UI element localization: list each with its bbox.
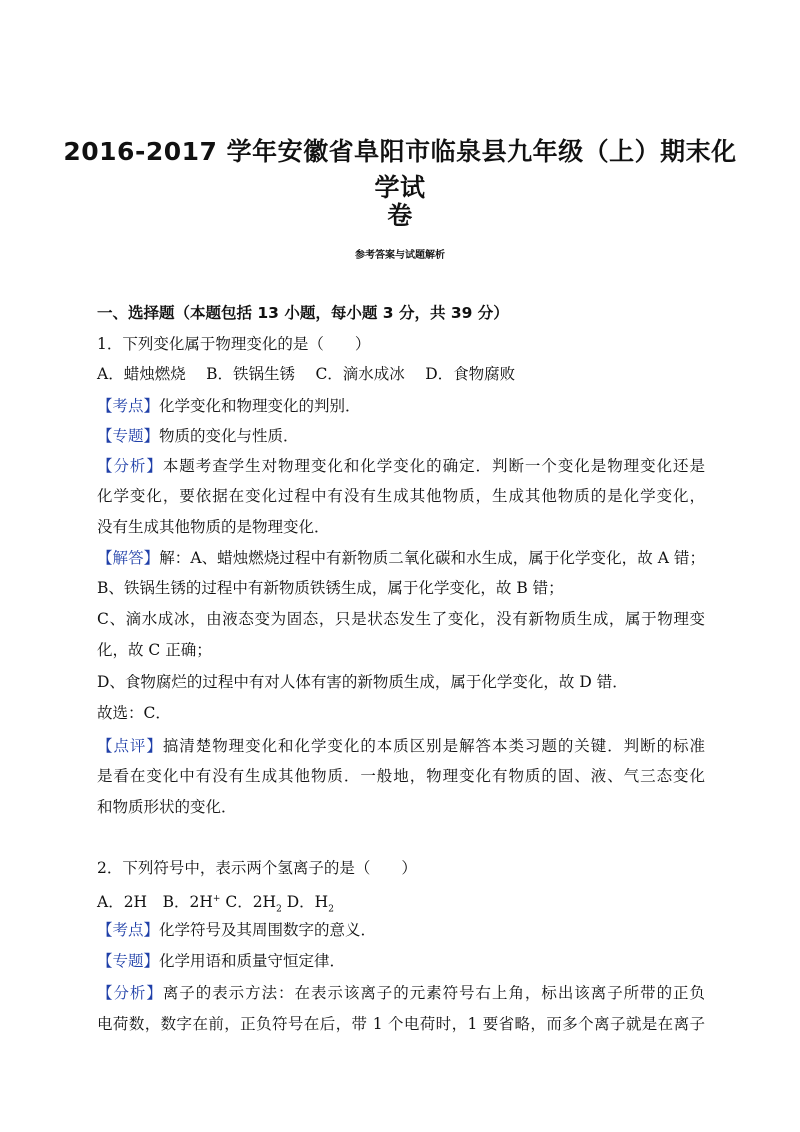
q2-option-d: D．H [286, 893, 329, 912]
q1-question: 1．下列变化属于物理变化的是（ ） [97, 335, 371, 353]
q1-fenxi [97, 456, 705, 476]
tag-zhuanti: 【专题】 [97, 427, 160, 445]
q2-option-b-charge: + [212, 894, 221, 904]
q1-jieda-line5: D、食物腐烂的过程中有对人体有害的新物质生成，属于化学变化，故 D 错． [97, 673, 628, 691]
q1-dianping-line2: 是看在变化中有没有生成其他物质．一般地，物理变化有物质的固、液、气三态变化 [97, 767, 705, 785]
q1-dianping-line3: 和物质形状的变化． [97, 798, 237, 816]
tag-dianping: 【点评】 [97, 737, 163, 755]
q1-jieda [97, 548, 705, 568]
q2-fenxi [97, 983, 705, 1003]
q2-fenxi-line2: 电荷数，数字在前，正负符号在后，带 1 个电荷时，1 要省略，而多个离子就是在离子 [97, 1015, 705, 1033]
q2-option-a-b: A．2H B．2H [97, 893, 213, 912]
q1-jieda-line3: C、滴水成冰，由液态变为固态，只是状态发生了变化，没有新物质生成，属于物理变 [97, 610, 705, 628]
section-heading: 一、选择题（本题包括 13 小题，每小题 3 分，共 39 分） [97, 304, 509, 322]
q2-zhuanti [97, 951, 345, 971]
q1-answer: 故选：C． [97, 704, 171, 722]
tag-fenxi: 【分析】 [97, 457, 163, 475]
tag-fenxi-2: 【分析】 [97, 984, 163, 1002]
q1-zhuanti-text: 物质的变化与性质． [159, 427, 299, 445]
q1-jieda-line4: 化，故 C 正确； [97, 641, 212, 659]
q1-options: A．蜡烛燃烧 B．铁锅生锈 C．滴水成冰 D．食物腐败 [97, 365, 516, 383]
tag-zhuanti-2: 【专题】 [97, 952, 160, 970]
q1-jieda-text-1: 解：A、蜡烛燃烧过程中有新物质二氧化碳和水生成，属于化学变化，故 A 错； [159, 549, 705, 567]
q2-kaodian [97, 920, 376, 940]
q2-option-d-sub: 2 [328, 904, 334, 915]
q2-options [97, 889, 334, 919]
q1-kaodian [97, 396, 361, 416]
q1-zhuanti [97, 426, 299, 446]
q2-zhuanti-text: 化学用语和质量守恒定律． [159, 952, 346, 970]
q2-option-c-sub: 2 [276, 904, 282, 915]
q1-fenxi-text-1: 本题考查学生对物理变化和化学变化的确定．判断一个变化是物理变化还是 [162, 457, 705, 475]
q2-kaodian-text: 化学符号及其周围数字的意义． [159, 921, 377, 939]
q1-jieda-line2: B、铁锅生锈的过程中有新物质铁锈生成，属于化学变化，故 B 错； [97, 579, 564, 597]
tag-jieda: 【解答】 [97, 549, 160, 567]
document-title-line1: 2016-2017 学年安徽省阜阳市临泉县九年级（上）期末化学试 [63, 137, 737, 202]
q2-fenxi-text-1: 离子的表示方法：在表示该离子的元素符号右上角，标出该离子所带的正负 [162, 984, 705, 1002]
tag-kaodian-2: 【考点】 [97, 921, 160, 939]
q1-dianping-text-1: 搞清楚物理变化和化学变化的本质区别是解答本类习题的关键．判断的标准 [162, 737, 705, 755]
tag-kaodian: 【考点】 [97, 397, 160, 415]
document-subtitle: 参考答案与试题解析 [355, 250, 445, 261]
q2-question: 2．下列符号中，表示两个氢离子的是（ ） [97, 859, 417, 877]
q1-kaodian-text: 化学变化和物理变化的判别． [159, 397, 361, 415]
q2-option-c: C．2H [225, 893, 277, 912]
q1-fenxi-line3: 没有生成其他物质的是物理变化． [97, 518, 330, 536]
document-title-line2: 卷 [387, 201, 413, 230]
q1-dianping [97, 736, 705, 756]
q1-fenxi-line2: 化学变化，要依据在变化过程中有没有生成其他物质，生成其他物质的是化学变化， [97, 487, 705, 505]
